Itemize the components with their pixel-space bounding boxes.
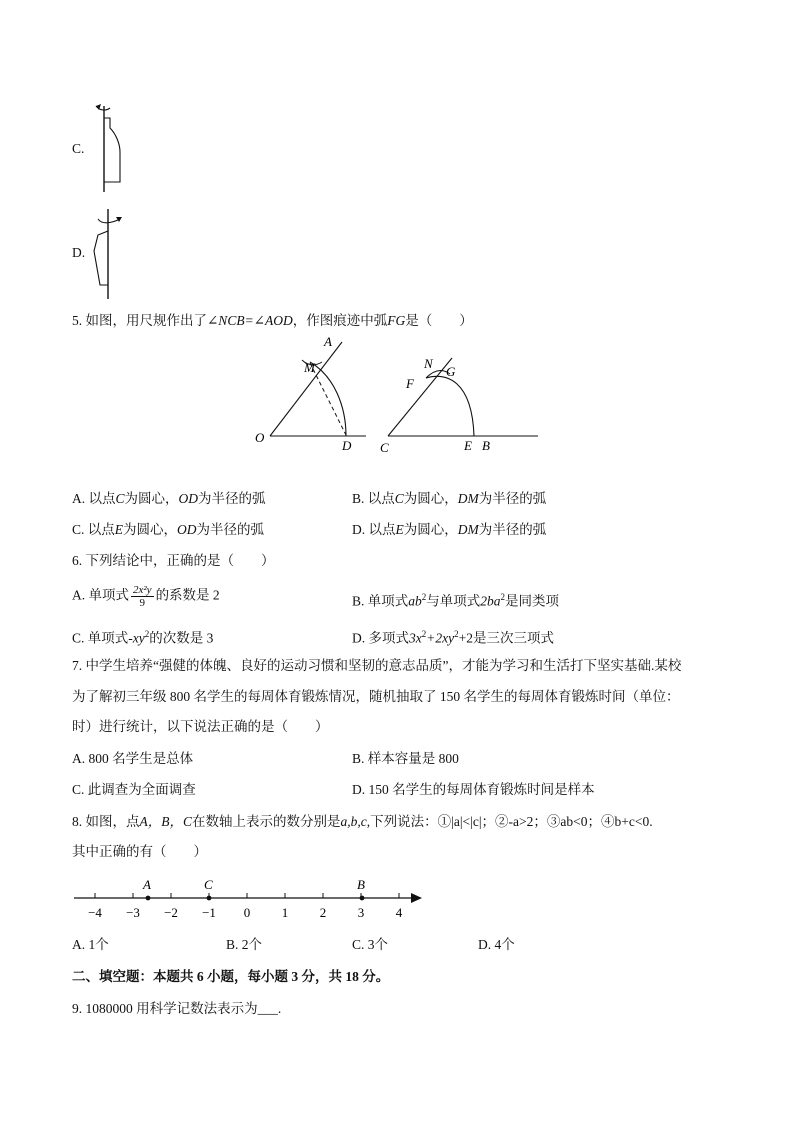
- axis-tick-label: 1: [281, 905, 289, 920]
- label-e: E: [464, 438, 472, 453]
- axis-tick-label: −3: [126, 905, 140, 920]
- q5-option-c[interactable]: C. 以点E为圆心，OD为半径的弧: [72, 522, 265, 537]
- q8-option-b[interactable]: B. 2个: [226, 937, 263, 952]
- point-b: [360, 896, 365, 901]
- label-o: O: [255, 430, 265, 445]
- q4-option-d-figure: [86, 205, 136, 301]
- axis-tick-label: 3: [357, 905, 365, 920]
- arrow-right-icon: [411, 893, 422, 903]
- axis-tick-label: −4: [88, 905, 102, 920]
- q7-option-c[interactable]: C. 此调查为全面调查: [72, 782, 196, 797]
- q9-stem: 9. 1080000 用科学记数法表示为___.: [72, 1001, 282, 1016]
- q9-answer-blank[interactable]: ___: [257, 1001, 278, 1016]
- q6-stem: 6. 下列结论中，正确的是（ ）: [72, 553, 275, 568]
- q6-option-a[interactable]: A. 单项式 $\frac{\text{2x²y}}{9}$ 的系数是 2: [72, 584, 220, 609]
- q7-option-a[interactable]: A. 800 名学生是总体: [72, 751, 194, 766]
- q7-option-d[interactable]: D. 150 名学生的每周体育锻炼时间是样本: [352, 782, 595, 797]
- axis-tick-label: 4: [395, 905, 403, 920]
- q5-option-a[interactable]: A. 以点C为圆心，OD为半径的弧: [72, 491, 266, 506]
- q6-option-d[interactable]: D. 多项式$3x^2+2xy^2+2$是三次三项式: [352, 629, 554, 646]
- arc-md: [310, 362, 346, 436]
- q6-option-c[interactable]: C. 单项式$-xy^2$的次数是 3: [72, 629, 214, 646]
- label-point-b: B: [357, 877, 365, 892]
- point-c: [207, 896, 212, 901]
- label-point-c: C: [204, 877, 213, 892]
- q8-option-c[interactable]: C. 3个: [352, 937, 389, 952]
- q4-option-d-label: D.: [72, 245, 86, 260]
- arc-fg: [426, 376, 474, 436]
- q7-option-b[interactable]: B. 样本容量是 800: [352, 751, 459, 766]
- q4-option-c-figure: [86, 100, 136, 195]
- label-f: F: [406, 376, 414, 391]
- label-n: N: [424, 356, 433, 371]
- q7-stem-line2: 为了解初三年级 800 名学生的每周体育锻炼情况，随机抽取了 150 名学生的每周体育锻炼时间（单位：: [72, 689, 680, 704]
- fraction: $\frac{\text{2x²y}}{9}$: [133, 584, 152, 609]
- q4-option-c-label: C.: [72, 141, 85, 156]
- label-c: C: [380, 440, 389, 455]
- axis-tick-label: 0: [243, 905, 251, 920]
- axis-tick-label: −1: [202, 905, 216, 920]
- axis-tick-label: −2: [164, 905, 178, 920]
- q5-construction-figure: [250, 332, 550, 462]
- axis-tick-label: 2: [319, 905, 327, 920]
- q8-option-d[interactable]: D. 4个: [478, 937, 515, 952]
- label-m: M: [304, 360, 315, 375]
- section-heading: 二、填空题：本题共 6 小题，每小题 3 分，共 18 分。: [72, 969, 390, 984]
- point-a: [146, 896, 151, 901]
- label-d: D: [342, 438, 352, 453]
- q6-option-b[interactable]: B. 单项式$ab^2$与单项式$2ba^2$是同类项: [352, 592, 560, 609]
- label-a: A: [324, 334, 332, 349]
- q5-option-d[interactable]: D. 以点E为圆心，DM为半径的弧: [352, 522, 547, 537]
- q8-number-line: [68, 872, 428, 924]
- q7-stem-line3: 时）进行统计，以下说法正确的是（ ）: [72, 719, 329, 734]
- q5-option-b[interactable]: B. 以点C为圆心，DM为半径的弧: [352, 491, 547, 506]
- label-b: B: [482, 438, 490, 453]
- label-g: G: [446, 364, 456, 379]
- q8-stem-line2: 其中正确的有（ ）: [72, 844, 207, 859]
- q7-stem-line1: 7. 中学生培养“强健的体魄、良好的运动习惯和坚韧的意志品质”，才能为学习和生活打下坚实基础.某校: [72, 658, 682, 673]
- q5-stem: 5. 如图，用尺规作出了∠NCB=∠AOD，作图痕迹中弧FG是（ ）: [72, 313, 473, 328]
- label-point-a: A: [143, 877, 151, 892]
- q8-option-a[interactable]: A. 1个: [72, 937, 109, 952]
- q8-stem-line1: 8. 如图，点A，B，C在数轴上表示的数分别是a,b,c,下列说法：①|a|<|c|；②-a>2；③ab<0；④b+c<0.: [72, 814, 653, 829]
